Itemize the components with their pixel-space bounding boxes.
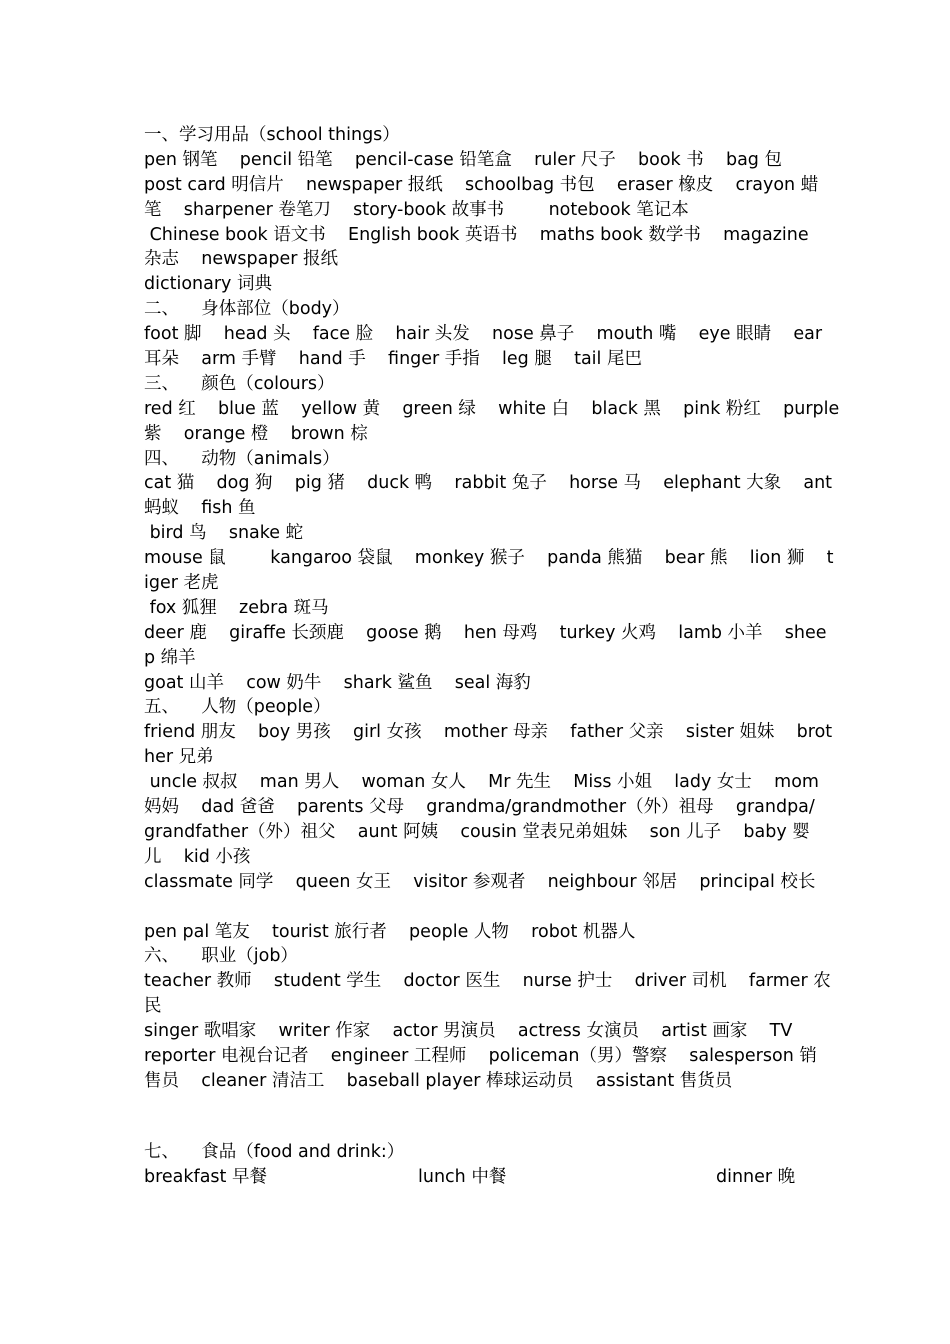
meals-row bbox=[144, 1165, 810, 1190]
text-line: grandfather（外）祖父 aunt 阿姨 cousin 堂表兄弟姐妹 son 儿子 baby 婴 bbox=[144, 821, 810, 842]
text-line: 儿 kid 小孩 bbox=[144, 846, 251, 867]
breakfast-entry: breakfast 早餐 bbox=[144, 1166, 267, 1187]
text-line: teacher 教师 student 学生 doctor 医生 nurse 护士 driver 司机 farmer 农 bbox=[144, 971, 831, 992]
text-line: friend 朋友 boy 男孩 girl 女孩 mother 母亲 father 父亲 sister 姐妹 brot bbox=[144, 722, 833, 743]
text-line: 紫 orange 橙 brown 棕 bbox=[144, 423, 368, 444]
text-line: bird 鸟 snake 蛇 bbox=[144, 523, 304, 544]
text-line: 妈妈 dad 爸爸 parents 父母 grandma/grandmother（外）祖母 grandpa/ bbox=[144, 797, 815, 818]
blank-line bbox=[144, 895, 810, 920]
text-line: mouse 鼠 kangaroo 袋鼠 monkey 猴子 panda 熊猫 bear 熊 lion 狮 t bbox=[144, 548, 834, 569]
text-line: goat 山羊 cow 奶牛 shark 鲨鱼 seal 海豹 bbox=[144, 672, 531, 693]
text-line: uncle 叔叔 man 男人 woman 女人 Mr 先生 Miss 小姐 lady 女士 mom bbox=[144, 772, 819, 793]
text-line: 杂志 newspaper 报纸 bbox=[144, 249, 339, 270]
text-line: Chinese book 语文书 English book 英语书 maths book 数学书 magazine bbox=[144, 224, 809, 245]
text-line: reporter 电视台记者 engineer 工程师 policeman（男）警察 salesperson 销 bbox=[144, 1045, 817, 1066]
text-line: 蚂蚁 fish 鱼 bbox=[144, 498, 256, 519]
section-heading-people: 五、 人物（people） bbox=[144, 697, 331, 718]
text-line: p 绵羊 bbox=[144, 647, 196, 668]
text-line: pen 钢笔 pencil 铅笔 pencil-case 铅笔盒 ruler 尺子 book 书 bag 包 bbox=[144, 149, 782, 170]
section-heading-job: 六、 职业（job） bbox=[144, 946, 298, 967]
text-line: cat 猫 dog 狗 pig 猪 duck 鸭 rabbit 兔子 horse 马 elephant 大象 ant bbox=[144, 473, 833, 494]
section-heading-food: 七、 食品（food and drink:） bbox=[144, 1141, 405, 1162]
blank-line bbox=[144, 1094, 810, 1140]
text-line: foot 脚 head 头 face 脸 hair 头发 nose 鼻子 mouth 嘴 eye 眼睛 ear bbox=[144, 324, 823, 345]
text-line: 笔 sharpener 卷笔刀 story-book 故事书 notebook 笔记本 bbox=[144, 199, 689, 220]
text-line: post card 明信片 newspaper 报纸 schoolbag 书包 eraser 橡皮 crayon 蜡 bbox=[144, 174, 819, 195]
section-heading-colours: 三、 颜色（colours） bbox=[144, 373, 335, 394]
section-heading-body: 二、 身体部位（body） bbox=[144, 299, 350, 320]
text-line: dictionary 词典 bbox=[144, 274, 272, 295]
text-line: deer 鹿 giraffe 长颈鹿 goose 鹅 hen 母鸡 turkey 火鸡 lamb 小羊 shee bbox=[144, 622, 827, 643]
text-line: her 兄弟 bbox=[144, 747, 214, 768]
text-line: 售员 cleaner 清洁工 baseball player 棒球运动员 assistant 售货员 bbox=[144, 1070, 733, 1091]
document-page bbox=[144, 123, 840, 1190]
text-line: fox 狐狸 zebra 斑马 bbox=[144, 597, 329, 618]
dinner-entry: dinner 晚 bbox=[716, 1166, 796, 1187]
text-line: red 红 blue 蓝 yellow 黄 green 绿 white 白 black 黑 pink 粉红 purple bbox=[144, 398, 840, 419]
text-line: 耳朵 arm 手臂 hand 手 finger 手指 leg 腿 tail 尾巴 bbox=[144, 349, 642, 370]
lunch-entry: lunch 中餐 bbox=[418, 1166, 507, 1187]
text-line: pen pal 笔友 tourist 旅行者 people 人物 robot 机器人 bbox=[144, 921, 636, 942]
text-line: 民 bbox=[144, 996, 162, 1017]
section-heading-school-things: 一、学习用品（school things） bbox=[144, 125, 400, 145]
text-line: iger 老虎 bbox=[144, 573, 219, 594]
text-line: classmate 同学 queen 女王 visitor 参观者 neighbour 邻居 principal 校长 bbox=[144, 871, 816, 892]
section-heading-animals: 四、 动物（animals） bbox=[144, 448, 340, 469]
text-line: singer 歌唱家 writer 作家 actor 男演员 actress 女演员 artist 画家 TV bbox=[144, 1021, 793, 1042]
